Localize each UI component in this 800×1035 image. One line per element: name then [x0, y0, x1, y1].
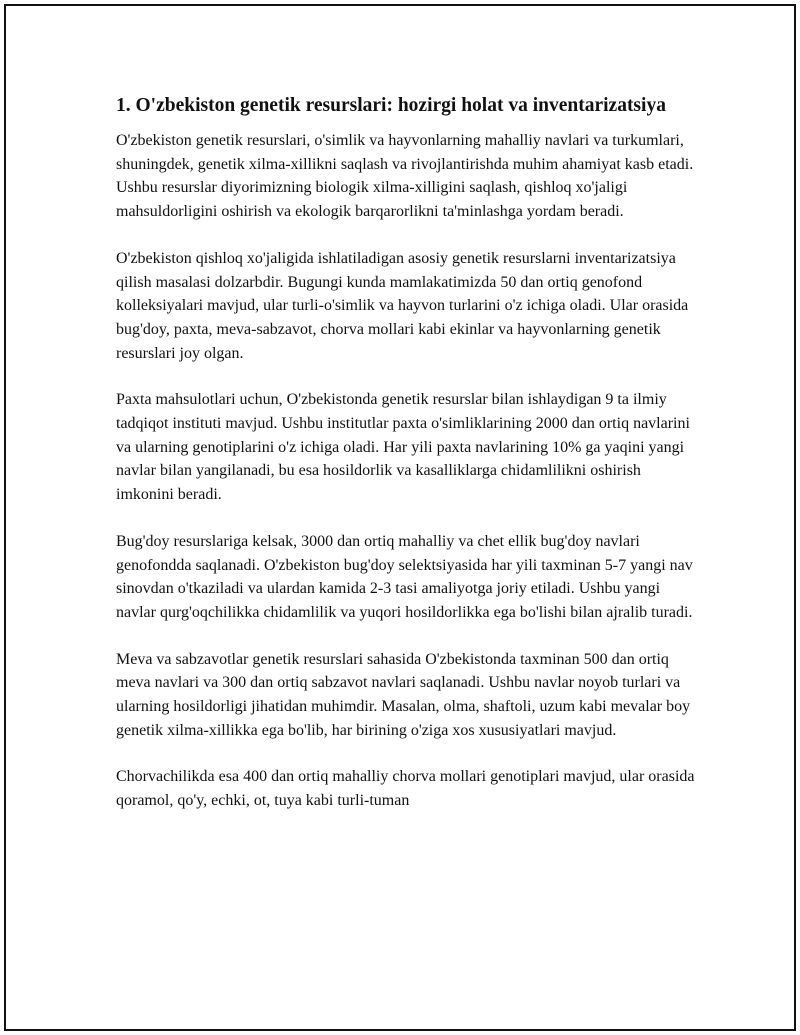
section-heading: 1. O'zbekiston genetik resurslari: hozirgi holat va inventarizatsiya: [116, 95, 666, 116]
paragraph-4: Bug'doy resurslariga kelsak, 3000 dan ortiq mahalliy va chet ellik bug'doy navlari genofondda saqlanadi. O'zbekiston bug'doy selektsiyasida har yili taxminan 5-7 yangi nav sinovdan o'tkaziladi va ulardan kamida 2-3 tasi amaliyotga joriy etiladi. Ushbu yangi navlar qurg'oqchilikka chidamlilik va yuqori hosildorlikka ega bo'lishi bilan ajralib turadi.: [116, 532, 693, 621]
paragraph-2: O'zbekiston qishloq xo'jaligida ishlatiladigan asosiy genetik resurslarni inventarizatsiya qilish masalasi dolzarbdir. Bugungi kunda mamlakatimizda 50 dan ortiq genofond kolleksiyalari mavjud, ular turli-o'simlik va hayvon turlarini o'z ichiga oladi. Ular orasida bug'doy, paxta, meva-sabzavot, chorva mollari kabi ekinlar va hayvonlarning genetik resurslari joy olgan.: [116, 249, 689, 362]
paragraph-5: Meva va sabzavotlar genetik resurslari sahasida O'zbekistonda taxminan 500 dan ortiq meva navlari va 300 dan ortiq sabzavot navlari saqlanadi. Ushbu navlar noyob turlari va ularning hosildorligi jihatidan muhimdir. Masalan, olma, shaftoli, uzum kabi mevalar boy genetik xilma-xillikka ega bo'lib, har birining o'ziga xos xususiyatlari mavjud.: [116, 650, 691, 739]
paragraph-3: Paxta mahsulotlari uchun, O'zbekistonda genetik resurslar bilan ishlaydigan 9 ta ilmiy tadqiqot instituti mavjud. Ushbu institutlar paxta o'simliklarining 2000 dan ortiq navlarini va ularning genotiplarini o'z ichiga oladi. Har yili paxta navlarining 10% ga yaqini yangi navlar bilan yangilanadi, bu esa hosildorlik va kasalliklarga chidamlilikni oshirish imkonini beradi.: [116, 391, 690, 504]
paragraph-1: O'zbekiston genetik resurslari, o'simlik va hayvonlarning mahalliy navlari va turkumlari, shuningdek, genetik xilma-xillikni saqlash va rivojlantirishda muhim ahamiyat kasb etadi. Ushbu resurslar diyorimizning biologik xilma-xilligini saqlash, qishloq xo'jaligi mahsuldorligini oshirish va ekologik barqarorlikni ta'minlashga yordam beradi.: [116, 132, 694, 221]
paragraph-6: Chorvachilikda esa 400 dan ortiq mahalliy chorva mollari genotiplari mavjud, ular orasida qoramol, qo'y, echki, ot, tuya kabi turli-tuman: [116, 768, 695, 810]
document-body: [116, 93, 696, 836]
